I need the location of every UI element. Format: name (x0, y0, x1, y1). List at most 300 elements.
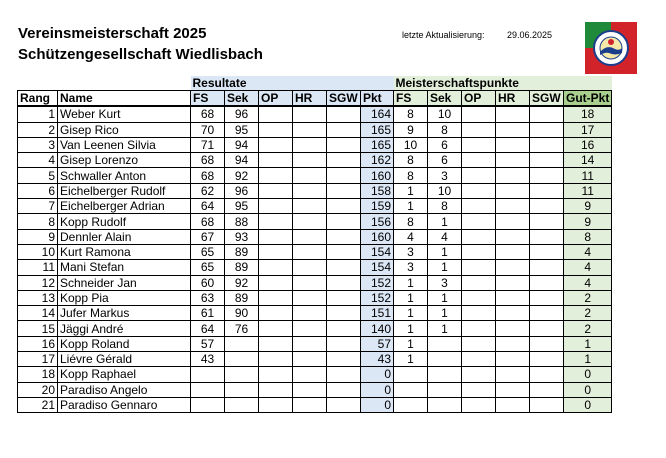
cell-sgw (327, 244, 361, 259)
cell-gut: 0 (564, 367, 612, 382)
cell-sgw (327, 306, 361, 321)
cell-hr (293, 153, 327, 168)
cell-fs: 70 (191, 122, 225, 137)
cell-rang: 14 (18, 306, 58, 321)
cell-name: Mani Stefan (58, 260, 191, 275)
cell-mfs: 8 (394, 168, 428, 183)
cell-fs: 61 (191, 306, 225, 321)
cell-mop (462, 168, 496, 183)
cell-msek (428, 352, 462, 367)
cell-msek (428, 382, 462, 397)
cell-gut: 1 (564, 336, 612, 351)
cell-mhr (496, 352, 530, 367)
cell-mop (462, 306, 496, 321)
cell-mfs: 1 (394, 199, 428, 214)
cell-mhr (496, 397, 530, 412)
cell-sek: 92 (225, 275, 259, 290)
cell-name: Gisep Lorenzo (58, 153, 191, 168)
cell-gut: 0 (564, 382, 612, 397)
cell-fs (191, 397, 225, 412)
col-fs: FS (191, 91, 225, 107)
cell-mfs: 1 (394, 306, 428, 321)
cell-mhr (496, 137, 530, 152)
cell-msek: 1 (428, 321, 462, 336)
cell-mfs: 9 (394, 122, 428, 137)
table-row (18, 122, 612, 137)
cell-msek (428, 397, 462, 412)
cell-hr (293, 397, 327, 412)
cell-sek: 93 (225, 229, 259, 244)
cell-mop (462, 382, 496, 397)
cell-fs: 68 (191, 214, 225, 229)
table-row (18, 168, 612, 183)
cell-sgw (327, 122, 361, 137)
col-op: OP (259, 91, 293, 107)
col-hr: HR (293, 91, 327, 107)
cell-mop (462, 397, 496, 412)
cell-hr (293, 352, 327, 367)
cell-gut: 4 (564, 275, 612, 290)
cell-hr (293, 367, 327, 382)
cell-mhr (496, 306, 530, 321)
cell-rang: 6 (18, 183, 58, 198)
cell-sgw (327, 137, 361, 152)
cell-sgw (327, 183, 361, 198)
cell-mfs: 8 (394, 106, 428, 122)
cell-msgw (530, 275, 564, 290)
cell-pkt: 152 (361, 275, 394, 290)
cell-mhr (496, 153, 530, 168)
cell-mfs: 4 (394, 229, 428, 244)
cell-msek: 1 (428, 244, 462, 259)
cell-sek: 94 (225, 153, 259, 168)
cell-sek (225, 367, 259, 382)
cell-gut: 11 (564, 168, 612, 183)
cell-mfs: 1 (394, 290, 428, 305)
cell-msek: 4 (428, 229, 462, 244)
cell-mfs: 10 (394, 137, 428, 152)
cell-sgw (327, 367, 361, 382)
cell-msgw (530, 321, 564, 336)
cell-name: Dennler Alain (58, 229, 191, 244)
cell-mfs: 1 (394, 321, 428, 336)
cell-gut: 0 (564, 397, 612, 412)
cell-hr (293, 321, 327, 336)
group-results-label: Resultate (191, 76, 361, 91)
update-date: 29.06.2025 (507, 30, 553, 40)
cell-pkt: 151 (361, 306, 394, 321)
cell-op (259, 168, 293, 183)
cell-rang: 18 (18, 367, 58, 382)
cell-hr (293, 183, 327, 198)
cell-hr (293, 260, 327, 275)
cell-msgw (530, 199, 564, 214)
cell-mop (462, 290, 496, 305)
cell-sek (225, 352, 259, 367)
cell-gut: 16 (564, 137, 612, 152)
cell-name: Kopp Raphael (58, 367, 191, 382)
table-row (18, 367, 612, 382)
cell-gut: 2 (564, 321, 612, 336)
cell-mhr (496, 336, 530, 351)
cell-sek: 89 (225, 290, 259, 305)
col-name: Name (58, 91, 191, 107)
table-row (18, 290, 612, 305)
cell-sgw (327, 321, 361, 336)
col-sek: Sek (225, 91, 259, 107)
table-row (18, 137, 612, 152)
cell-mop (462, 214, 496, 229)
cell-hr (293, 106, 327, 122)
table-row (18, 199, 612, 214)
cell-rang: 1 (18, 106, 58, 122)
table-row (18, 183, 612, 198)
club-name: Schützengesellschaft Wiedlisbach (18, 46, 263, 63)
cell-sgw (327, 382, 361, 397)
cell-op (259, 275, 293, 290)
cell-mop (462, 229, 496, 244)
cell-sek: 89 (225, 260, 259, 275)
cell-mop (462, 336, 496, 351)
cell-hr (293, 137, 327, 152)
cell-op (259, 106, 293, 122)
cell-pkt: 43 (361, 352, 394, 367)
cell-hr (293, 336, 327, 351)
cell-msek: 1 (428, 214, 462, 229)
cell-msgw (530, 336, 564, 351)
cell-mop (462, 199, 496, 214)
cell-name: Gisep Rico (58, 122, 191, 137)
cell-op (259, 214, 293, 229)
cell-rang: 7 (18, 199, 58, 214)
cell-gut: 2 (564, 290, 612, 305)
cell-op (259, 352, 293, 367)
table-row (18, 275, 612, 290)
cell-fs: 62 (191, 183, 225, 198)
cell-pkt: 165 (361, 122, 394, 137)
cell-sgw (327, 214, 361, 229)
cell-pkt: 154 (361, 244, 394, 259)
cell-mfs: 3 (394, 260, 428, 275)
cell-msgw (530, 382, 564, 397)
cell-mhr (496, 214, 530, 229)
cell-mhr (496, 260, 530, 275)
cell-rang: 10 (18, 244, 58, 259)
cell-op (259, 199, 293, 214)
cell-pkt: 158 (361, 183, 394, 198)
cell-pkt: 0 (361, 367, 394, 382)
cell-mop (462, 183, 496, 198)
cell-hr (293, 382, 327, 397)
table-row (18, 229, 612, 244)
cell-op (259, 122, 293, 137)
table-row (18, 397, 612, 412)
cell-sgw (327, 153, 361, 168)
cell-fs: 71 (191, 137, 225, 152)
table-row (18, 244, 612, 259)
cell-msek: 8 (428, 122, 462, 137)
cell-op (259, 244, 293, 259)
cell-name: Kopp Pia (58, 290, 191, 305)
cell-msgw (530, 214, 564, 229)
group-points-label: Meisterschaftspunkte (394, 76, 612, 91)
cell-fs: 65 (191, 260, 225, 275)
cell-msgw (530, 106, 564, 122)
cell-msgw (530, 168, 564, 183)
cell-mop (462, 321, 496, 336)
cell-mop (462, 122, 496, 137)
cell-sek: 95 (225, 122, 259, 137)
cell-sgw (327, 106, 361, 122)
col-sgw: SGW (327, 91, 361, 107)
cell-hr (293, 168, 327, 183)
table-row (18, 352, 612, 367)
cell-mhr (496, 275, 530, 290)
col-m-fs: FS (394, 91, 428, 107)
cell-mhr (496, 199, 530, 214)
cell-fs: 57 (191, 336, 225, 351)
cell-mfs: 1 (394, 183, 428, 198)
cell-fs (191, 382, 225, 397)
cell-rang: 2 (18, 122, 58, 137)
cell-pkt: 57 (361, 336, 394, 351)
cell-mfs: 8 (394, 214, 428, 229)
cell-msek: 1 (428, 260, 462, 275)
cell-name: Weber Kurt (58, 106, 191, 122)
cell-msek: 3 (428, 168, 462, 183)
cell-msgw (530, 367, 564, 382)
col-pkt: Pkt (361, 91, 394, 107)
cell-name: Liévre Gérald (58, 352, 191, 367)
cell-msgw (530, 260, 564, 275)
cell-gut: 4 (564, 244, 612, 259)
cell-rang: 13 (18, 290, 58, 305)
cell-msek: 8 (428, 199, 462, 214)
cell-mop (462, 352, 496, 367)
col-gut-pkt: Gut-Pkt (564, 91, 612, 107)
cell-mhr (496, 229, 530, 244)
cell-fs: 68 (191, 153, 225, 168)
cell-mop (462, 106, 496, 122)
cell-pkt: 156 (361, 214, 394, 229)
col-m-hr: HR (496, 91, 530, 107)
cell-msgw (530, 229, 564, 244)
cell-pkt: 160 (361, 229, 394, 244)
table-row (18, 306, 612, 321)
cell-mop (462, 367, 496, 382)
cell-fs: 43 (191, 352, 225, 367)
cell-msek (428, 336, 462, 351)
cell-op (259, 321, 293, 336)
cell-sek: 96 (225, 106, 259, 122)
cell-fs: 68 (191, 106, 225, 122)
cell-rang: 20 (18, 382, 58, 397)
cell-rang: 8 (18, 214, 58, 229)
cell-fs: 67 (191, 229, 225, 244)
cell-name: Kopp Roland (58, 336, 191, 351)
cell-sek: 94 (225, 137, 259, 152)
cell-msgw (530, 153, 564, 168)
table-row (18, 106, 612, 122)
cell-mop (462, 244, 496, 259)
cell-sgw (327, 352, 361, 367)
cell-gut: 18 (564, 106, 612, 122)
cell-sek: 88 (225, 214, 259, 229)
cell-mop (462, 137, 496, 152)
cell-pkt: 164 (361, 106, 394, 122)
cell-sek: 92 (225, 168, 259, 183)
cell-mfs (394, 397, 428, 412)
cell-gut: 17 (564, 122, 612, 137)
cell-mop (462, 275, 496, 290)
cell-mop (462, 153, 496, 168)
cell-op (259, 336, 293, 351)
cell-hr (293, 306, 327, 321)
cell-sgw (327, 199, 361, 214)
cell-mfs (394, 367, 428, 382)
cell-name: Schwaller Anton (58, 168, 191, 183)
cell-mfs: 1 (394, 275, 428, 290)
cell-pkt: 165 (361, 137, 394, 152)
cell-msgw (530, 183, 564, 198)
cell-msgw (530, 397, 564, 412)
cell-sgw (327, 290, 361, 305)
cell-rang: 9 (18, 229, 58, 244)
cell-rang: 12 (18, 275, 58, 290)
cell-hr (293, 122, 327, 137)
cell-sgw (327, 336, 361, 351)
table-row (18, 382, 612, 397)
cell-name: Paradiso Angelo (58, 382, 191, 397)
cell-name: Kurt Ramona (58, 244, 191, 259)
cell-mfs: 3 (394, 244, 428, 259)
cell-msgw (530, 137, 564, 152)
cell-hr (293, 275, 327, 290)
ranking-table (17, 76, 612, 413)
cell-mfs: 1 (394, 336, 428, 351)
cell-mhr (496, 321, 530, 336)
cell-op (259, 382, 293, 397)
cell-sek (225, 336, 259, 351)
cell-rang: 11 (18, 260, 58, 275)
cell-sek: 76 (225, 321, 259, 336)
table-row (18, 260, 612, 275)
cell-msgw (530, 352, 564, 367)
cell-sgw (327, 275, 361, 290)
cell-hr (293, 214, 327, 229)
cell-gut: 8 (564, 229, 612, 244)
cell-op (259, 367, 293, 382)
cell-sek (225, 382, 259, 397)
cell-mhr (496, 168, 530, 183)
cell-name: Eichelberger Rudolf (58, 183, 191, 198)
cell-sek (225, 397, 259, 412)
cell-mhr (496, 122, 530, 137)
cell-sek: 96 (225, 183, 259, 198)
cell-op (259, 137, 293, 152)
cell-pkt: 160 (361, 168, 394, 183)
cell-name: Kopp Rudolf (58, 214, 191, 229)
table-row (18, 214, 612, 229)
cell-name: Schneider Jan (58, 275, 191, 290)
update-label: letzte Aktualisierung: (402, 30, 485, 40)
cell-rang: 15 (18, 321, 58, 336)
cell-sek: 89 (225, 244, 259, 259)
cell-pkt: 159 (361, 199, 394, 214)
cell-name: Van Leenen Silvia (58, 137, 191, 152)
cell-fs (191, 367, 225, 382)
cell-msek: 6 (428, 137, 462, 152)
cell-pkt: 140 (361, 321, 394, 336)
cell-msek: 3 (428, 275, 462, 290)
cell-msek: 10 (428, 106, 462, 122)
cell-mhr (496, 244, 530, 259)
cell-rang: 5 (18, 168, 58, 183)
cell-hr (293, 229, 327, 244)
cell-msek: 10 (428, 183, 462, 198)
cell-rang: 16 (18, 336, 58, 351)
cell-op (259, 290, 293, 305)
cell-fs: 64 (191, 321, 225, 336)
cell-gut: 1 (564, 352, 612, 367)
cell-op (259, 397, 293, 412)
cell-pkt: 162 (361, 153, 394, 168)
cell-name: Jäggi André (58, 321, 191, 336)
cell-rang: 17 (18, 352, 58, 367)
cell-sgw (327, 229, 361, 244)
cell-mhr (496, 290, 530, 305)
cell-rang: 3 (18, 137, 58, 152)
club-emblem-icon (585, 22, 637, 74)
cell-mhr (496, 183, 530, 198)
col-rang: Rang (18, 91, 58, 107)
cell-name: Jufer Markus (58, 306, 191, 321)
cell-mhr (496, 367, 530, 382)
table-row (18, 336, 612, 351)
cell-fs: 64 (191, 199, 225, 214)
cell-sgw (327, 260, 361, 275)
col-m-sek: Sek (428, 91, 462, 107)
cell-name: Paradiso Gennaro (58, 397, 191, 412)
cell-pkt: 154 (361, 260, 394, 275)
table-row (18, 153, 612, 168)
cell-gut: 9 (564, 214, 612, 229)
cell-msek: 1 (428, 290, 462, 305)
cell-msek (428, 367, 462, 382)
cell-sek: 90 (225, 306, 259, 321)
table-row (18, 321, 612, 336)
cell-gut: 14 (564, 153, 612, 168)
cell-msek: 1 (428, 306, 462, 321)
cell-msgw (530, 290, 564, 305)
cell-rang: 4 (18, 153, 58, 168)
cell-op (259, 153, 293, 168)
cell-fs: 65 (191, 244, 225, 259)
cell-pkt: 0 (361, 397, 394, 412)
cell-gut: 11 (564, 183, 612, 198)
cell-gut: 9 (564, 199, 612, 214)
cell-fs: 68 (191, 168, 225, 183)
col-m-sgw: SGW (530, 91, 564, 107)
cell-name: Eichelberger Adrian (58, 199, 191, 214)
cell-mfs: 1 (394, 352, 428, 367)
cell-op (259, 306, 293, 321)
cell-mfs (394, 382, 428, 397)
cell-msgw (530, 244, 564, 259)
cell-op (259, 260, 293, 275)
cell-msek: 6 (428, 153, 462, 168)
cell-gut: 2 (564, 306, 612, 321)
